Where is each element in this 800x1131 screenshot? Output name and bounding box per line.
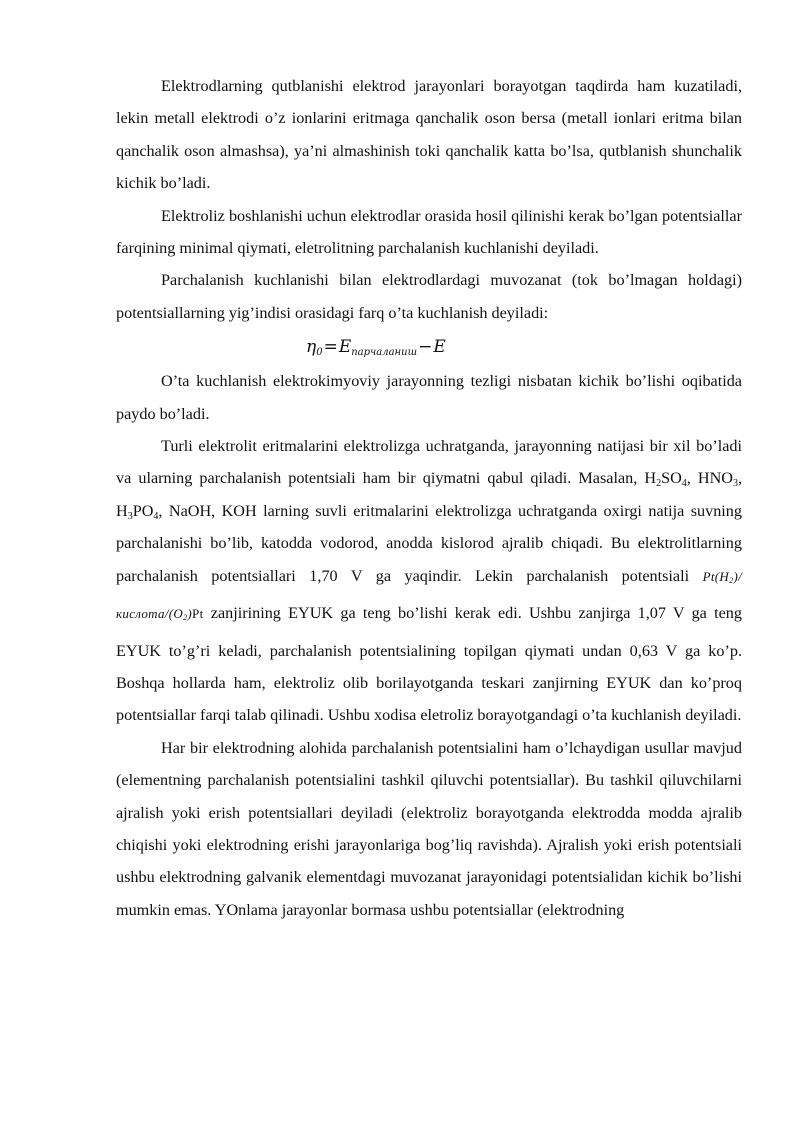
chain-pt-right: Pt — [192, 606, 204, 622]
separator-2: , — [737, 469, 743, 488]
chain-paren-2-open: ( — [168, 606, 174, 622]
h2so4-part-b: SO — [661, 469, 682, 488]
p5-intro: Turli elektrolit eritmalarini elektrolizga uchratganda, jarayonning natijasi bir xil bo’ladi va ularning parchalanish potentsiali ham bir qiymatni qabul qiladi. Masalan, — [116, 437, 742, 488]
formula-eta: η — [306, 337, 317, 358]
chain-paren-2-close: ) — [187, 606, 193, 622]
formula-e-equilibrium: E — [433, 337, 446, 358]
formula-equals: = — [323, 337, 338, 358]
formula-h2so4 — [644, 469, 687, 490]
p5-rest-1: , NaOH, KOH larning suvli eritmalarini elektrolizga uchratganda oxirgi natija suvning parchalanishi bo’lib, katodda vodorod, anodda kislorod ajralib chiqadi. Bu elektrolitlarning parchalanish potentsiallari 1,70 V ga yaqindir. Lekin parchalanish potentsiali — [116, 501, 742, 585]
formula-e-decomposition: E — [338, 337, 352, 358]
chain-paren-1-open: ( — [714, 568, 720, 584]
paragraph-overvoltage-definition: Parchalanish kuchlanishi bilan elektrodlardagi muvozanat (tok bo’lmagan holdagi) potentsiallarning yig’indisi orasidagi farq o’ta kuchlanish deyiladi: — [116, 271, 742, 322]
paragraph-overvoltage-cause: O’ta kuchlanish elektrokimyoviy jarayonning tezligi nisbatan kichik bo’lishi oqibatida paydo bo’ladi. — [116, 372, 742, 423]
chain-hydrogen-sub: 2 — [729, 575, 734, 585]
chain-paren-1-close: ) — [733, 568, 739, 584]
formula-h3po4 — [116, 502, 158, 520]
h2so4-part-a: H — [644, 469, 657, 488]
h3po4-part-a: H — [116, 501, 128, 520]
separator-1: , — [686, 469, 698, 488]
paragraph-decomposition-voltage: Elektroliz boshlanishi uchun elektrodlar orasida hosil qilinishi kerak bo’lgan potentsiallar farqining minimal qiymati, eletrolitning parchalanish kuchlanishi deyiladi. — [116, 206, 742, 258]
chain-hydrogen: H — [719, 568, 730, 584]
chain-pt-left: Pt — [702, 568, 715, 584]
hno3-sub: 3 — [732, 478, 738, 490]
chain-oxygen-sub: 2 — [183, 613, 188, 623]
formula-minus: − — [418, 337, 433, 358]
document-page — [116, 70, 742, 926]
h2so4-sub-1: 2 — [656, 478, 662, 490]
chain-acid: /кислота/ — [116, 568, 742, 622]
formula-e-decomposition-subscript: парчаланиш — [351, 347, 418, 359]
paragraph-electrode-potentials: Har bir elektrodning alohida parchalanish potentsialini ham o’lchaydigan usullar mavjud (elementning parchalanish potentsialini tashkil qiluvchi potentsiallar). Bu tashkil qiluvchilarni ajralish yoki erish potentsiallari deyiladi (elektroliz borayotganda elektrodda modda ajralib chiqishi yoki elektrodning erishi jarayonlariga bog’liq ravishda). Ajralish yoki erish potentsiali ushbu elektrodning galvanik elementdagi muvozanat jarayonidagi potentsialidan kichik bo’lishi mumkin emas. YOnlama jarayonlar bormasa ushbu potentsiallar (elektrodning — [116, 738, 742, 919]
p5-rest-2: zanjirining EYUK ga teng bo’lishi kerak edi. Ushbu zanjirga 1,07 V ga teng EYUK to’g’ri keladi, parchalanish potentsialining topilgan qiymati undan 0,63 V ga ko’p. Boshqa hollarda ham, elektroliz olib borilayotganda teskari zanjirning EYUK dan ko’proq potentsiallar farqi talab qilinadi. Ushbu xodisa eletroliz borayotgandagi o’ta kuchlanish deyiladi. — [116, 604, 742, 725]
chain-oxygen: O — [173, 606, 184, 622]
hno3-part-a: HNO — [697, 469, 733, 488]
paragraph-polarization: Elektrodlarning qutblanishi elektrod jarayonlari borayotgan taqdirda ham kuzatiladi, lekin metall elektrodi o’z ionlarini eritmaga qanchalik oson bersa (metall ionlari eritma bilan qanchalik oson almashsa), ya’ni almashinish toki qanchalik katta bo’lsa, qutblanish shunchalik kichik bo’ladi. — [116, 77, 742, 193]
h3po4-part-b: PO — [132, 501, 154, 520]
overvoltage-formula — [116, 329, 742, 365]
h2so4-sub-2: 4 — [681, 478, 687, 490]
h3po4-sub-2: 4 — [153, 510, 159, 522]
paragraph-electrolyte-examples — [116, 430, 742, 732]
h3po4-sub-1: 3 — [127, 510, 133, 522]
formula-hno3 — [697, 469, 738, 490]
formula-eta-subscript: 0 — [316, 347, 323, 359]
